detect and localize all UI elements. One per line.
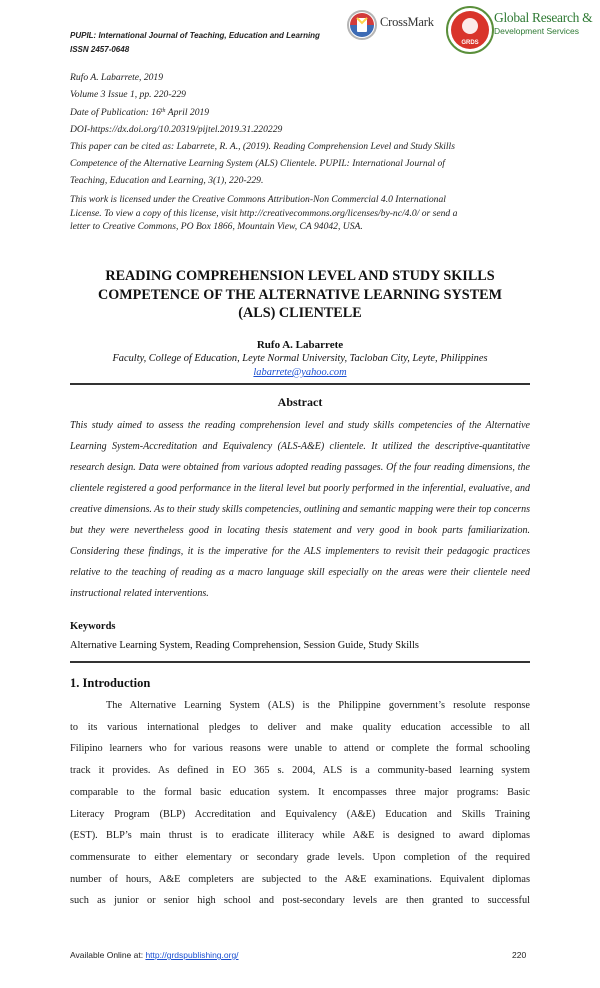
- footer-availability: [70, 950, 239, 960]
- introduction-body: [70, 695, 530, 912]
- intro-line: The Alternative Learning System (ALS) is the Philippine government’s resolute response: [106, 700, 530, 711]
- keywords-heading: Keywords: [70, 621, 116, 632]
- cite-line: This paper can be cited as: Labarrete, R. A., (2019). Reading Comprehension Level and Study Skills: [70, 140, 455, 152]
- meta-date: Date of Publication: 16th April 2019: [70, 107, 210, 119]
- paper-title: [40, 267, 560, 323]
- license-line: License. To view a copy of this license, visit http://creativecommons.org/licenses/by-nc/4.0/ or send a: [70, 207, 458, 219]
- journal-issn: ISSN 2457-0648: [70, 45, 130, 54]
- cite-line: Competence of the Alternative Learning System (ALS) Clientele. PUPIL: International Journal of: [70, 157, 445, 169]
- footer-url-link[interactable]: http://grdspublishing.org/: [145, 950, 239, 960]
- author-email-link[interactable]: labarrete@yahoo.com: [253, 367, 347, 378]
- meta-author: Rufo A. Labarrete, 2019: [70, 72, 164, 83]
- intro-line: Filipino learners who for various reasons were unable to attend or complete the formal schooling: [70, 743, 530, 755]
- journal-header: [70, 29, 360, 57]
- intro-line: number of hours, A&E completers are subjected to the A&E examinations. Equivalent diplomas: [70, 873, 530, 885]
- paper-author: Rufo A. Labarrete: [256, 339, 344, 351]
- meta-volume: Volume 3 Issue 1, pp. 220-229: [70, 89, 186, 101]
- divider: [70, 661, 530, 663]
- grds-badge-text: GRDS: [461, 40, 479, 46]
- intro-line: to its various international pledges to deliver and make quality education accessible to all: [70, 721, 530, 733]
- intro-line: comparable to the formal basic education system. It encompasses three major programs: Basic: [70, 786, 530, 798]
- grds-subtitle: Development Services: [494, 26, 580, 36]
- title-line: READING COMPREHENSION LEVEL AND STUDY SKILLS: [105, 268, 495, 284]
- divider: [70, 383, 530, 385]
- introduction-heading: 1. Introduction: [70, 676, 151, 690]
- journal-name: PUPIL: International Journal of Teaching, Education and Learning: [70, 31, 320, 40]
- crossmark-label: CrossMark: [380, 15, 434, 29]
- footer-label: Available Online at:: [70, 950, 146, 960]
- keywords-list: Alternative Learning System, Reading Comprehension, Session Guide, Study Skills: [70, 640, 419, 651]
- license-notice: [70, 193, 540, 234]
- article-metadata: [70, 69, 540, 234]
- license-line: This work is licensed under the Creative Commons Attribution-Non Commercial 4.0 International: [70, 194, 446, 206]
- grds-name: Global Research &: [494, 10, 593, 25]
- intro-line: commensurate to either elementary or secondary grade levels. Upon completion of the required: [70, 851, 530, 863]
- title-line: (ALS) CLIENTELE: [238, 305, 362, 322]
- author-affiliation: Faculty, College of Education, Leyte Normal University, Tacloban City, Leyte, Philippines: [112, 353, 488, 364]
- cite-line: Teaching, Education and Learning, 3(1), 220-229.: [70, 175, 264, 187]
- meta-doi[interactable]: DOI-https://dx.doi.org/10.20319/pijtel.2019.31.220229: [70, 123, 283, 135]
- page-number: 220: [512, 950, 527, 960]
- license-line: letter to Creative Commons, PO Box 1866, Mountain View, CA 94042, USA.: [70, 221, 363, 233]
- abstract-body: This study aimed to assess the reading comprehension level and study skills competencies of the Alternative Learning System-Accreditation and Equivalency (ALS-A&E) clientele. It utilized the descriptive-quantitative research design. Data were obtained from various adopted reading passages. Of the four reading dimensions, the clientele registered a good performance in the literal level but poorly performed in the inferential, evaluative, and creative dimensions. As to their study skills competencies, outlining and semantic mapping were their top concerns but they were nevertheless good in locating thesis statement and very good in book parts familiarization. Considering these findings, it is the imperative for the ALS implementers to revisit their pedagogic practices relative to the teaching of reading as a macro language skill especially on the areas were their clientele need instructional related interventions.: [70, 420, 530, 599]
- intro-line: Literacy Program (BLP) Accreditation and Equivalency (A&E) Education and Skills Training: [70, 808, 530, 820]
- intro-line: (EST). BLP’s main thrust is to eradicate illiteracy while A&E is designed to award diplomas: [70, 830, 530, 842]
- intro-line: such as junior or senior high school and post-secondary levels are then granted to successful: [70, 895, 530, 907]
- intro-line: track it provides. As defined in EO 365 s. 2004, ALS is a community-based learning system: [70, 765, 530, 777]
- abstract-heading: Abstract: [277, 395, 323, 409]
- title-line: COMPETENCE OF THE ALTERNATIVE LEARNING SYSTEM: [97, 286, 503, 303]
